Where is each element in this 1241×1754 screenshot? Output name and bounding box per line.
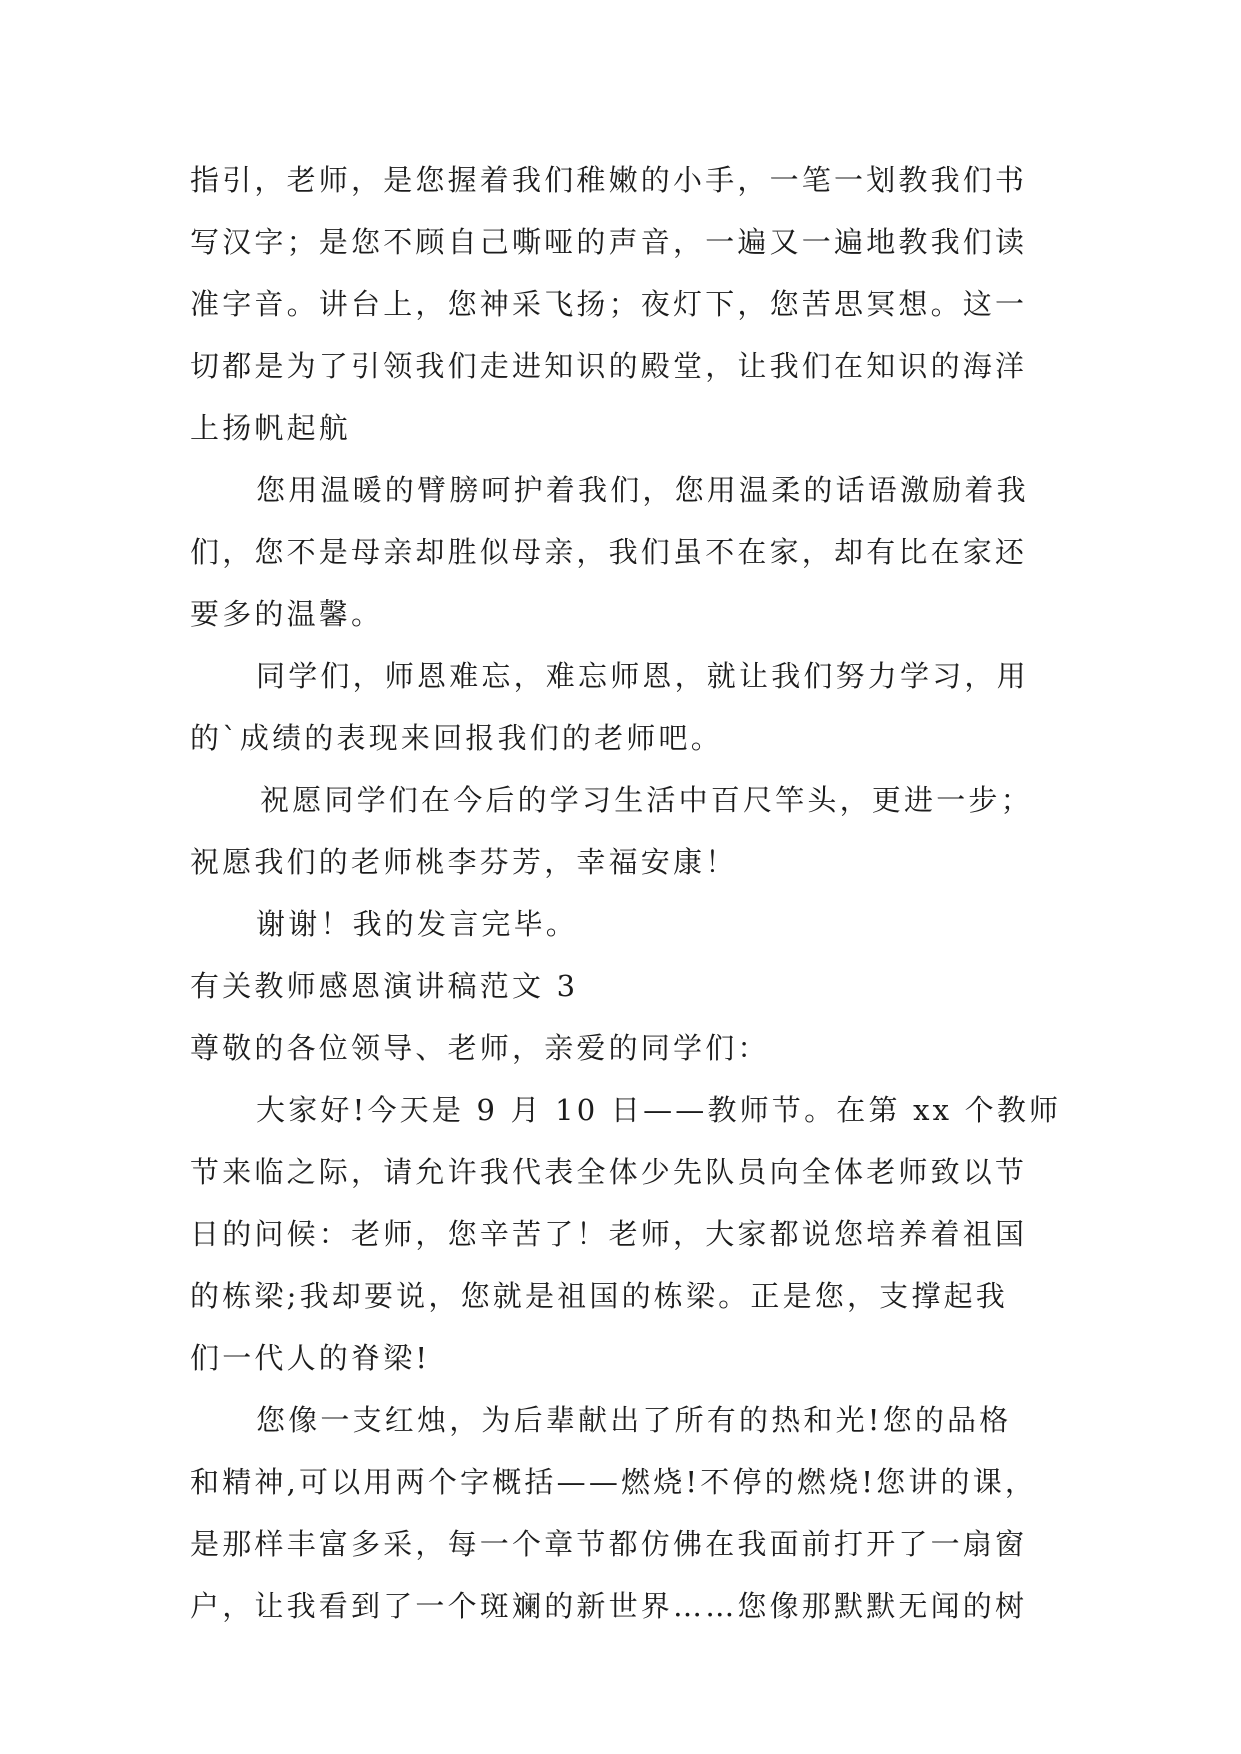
- paragraph-line: 们一代人的脊梁!: [190, 1341, 431, 1375]
- paragraph-line: 切都是为了引领我们走进知识的殿堂，让我们在知识的海洋: [190, 349, 1028, 383]
- section-heading: 有关教师感恩演讲稿范文 3: [190, 969, 579, 1003]
- paragraph-line: 们，您不是母亲却胜似母亲，我们虽不在家，却有比在家还: [190, 535, 1028, 569]
- salutation-line: 尊敬的各位领导、老师，亲爱的同学们：: [190, 1031, 770, 1065]
- paragraph-line: 节来临之际，请允许我代表全体少先队员向全体老师致以节: [190, 1155, 1028, 1189]
- paragraph-line: 谢谢！我的发言完毕。: [256, 907, 579, 941]
- paragraph-line: 同学们，师恩难忘，难忘师恩，就让我们努力学习，用: [256, 659, 1029, 693]
- paragraph-line: 是那样丰富多采，每一个章节都仿佛在我面前打开了一扇窗: [190, 1527, 1028, 1561]
- paragraph-line: 大家好!今天是 9 月 10 日——教师节。在第 xx 个教师: [256, 1093, 1062, 1127]
- paragraph-line: 准字音。讲台上，您神采飞扬；夜灯下，您苦思冥想。这一: [190, 287, 1028, 321]
- paragraph-line: 的`成绩的表现来回报我们的老师吧。: [190, 721, 723, 755]
- paragraph-line: 祝愿我们的老师桃李芬芳，幸福安康！: [190, 845, 738, 879]
- paragraph-line: 要多的温馨。: [190, 597, 384, 631]
- paragraph-line: 祝愿同学们在今后的学习生活中百尺竿头，更进一步；: [260, 783, 1033, 817]
- paragraph-line: 的栋梁;我却要说，您就是祖国的栋梁。正是您，支撑起我: [190, 1279, 1008, 1313]
- paragraph-line: 您用温暖的臂膀呵护着我们，您用温柔的话语激励着我: [256, 473, 1029, 507]
- paragraph-line: 指引，老师，是您握着我们稚嫩的小手，一笔一划教我们书: [190, 163, 1028, 197]
- paragraph-line: 上扬帆起航: [190, 411, 352, 445]
- paragraph-line: 和精神,可以用两个字概括——燃烧!不停的燃烧!您讲的课，: [190, 1465, 1038, 1499]
- paragraph-line: 写汉字；是您不顾自己嘶哑的声音，一遍又一遍地教我们读: [190, 225, 1028, 259]
- paragraph-line: 户，让我看到了一个斑斓的新世界……您像那默默无闻的树: [190, 1589, 1028, 1623]
- paragraph-line: 您像一支红烛，为后辈献出了所有的热和光!您的品格: [256, 1403, 1012, 1437]
- paragraph-line: 日的问候：老师，您辛苦了！老师，大家都说您培养着祖国: [190, 1217, 1028, 1251]
